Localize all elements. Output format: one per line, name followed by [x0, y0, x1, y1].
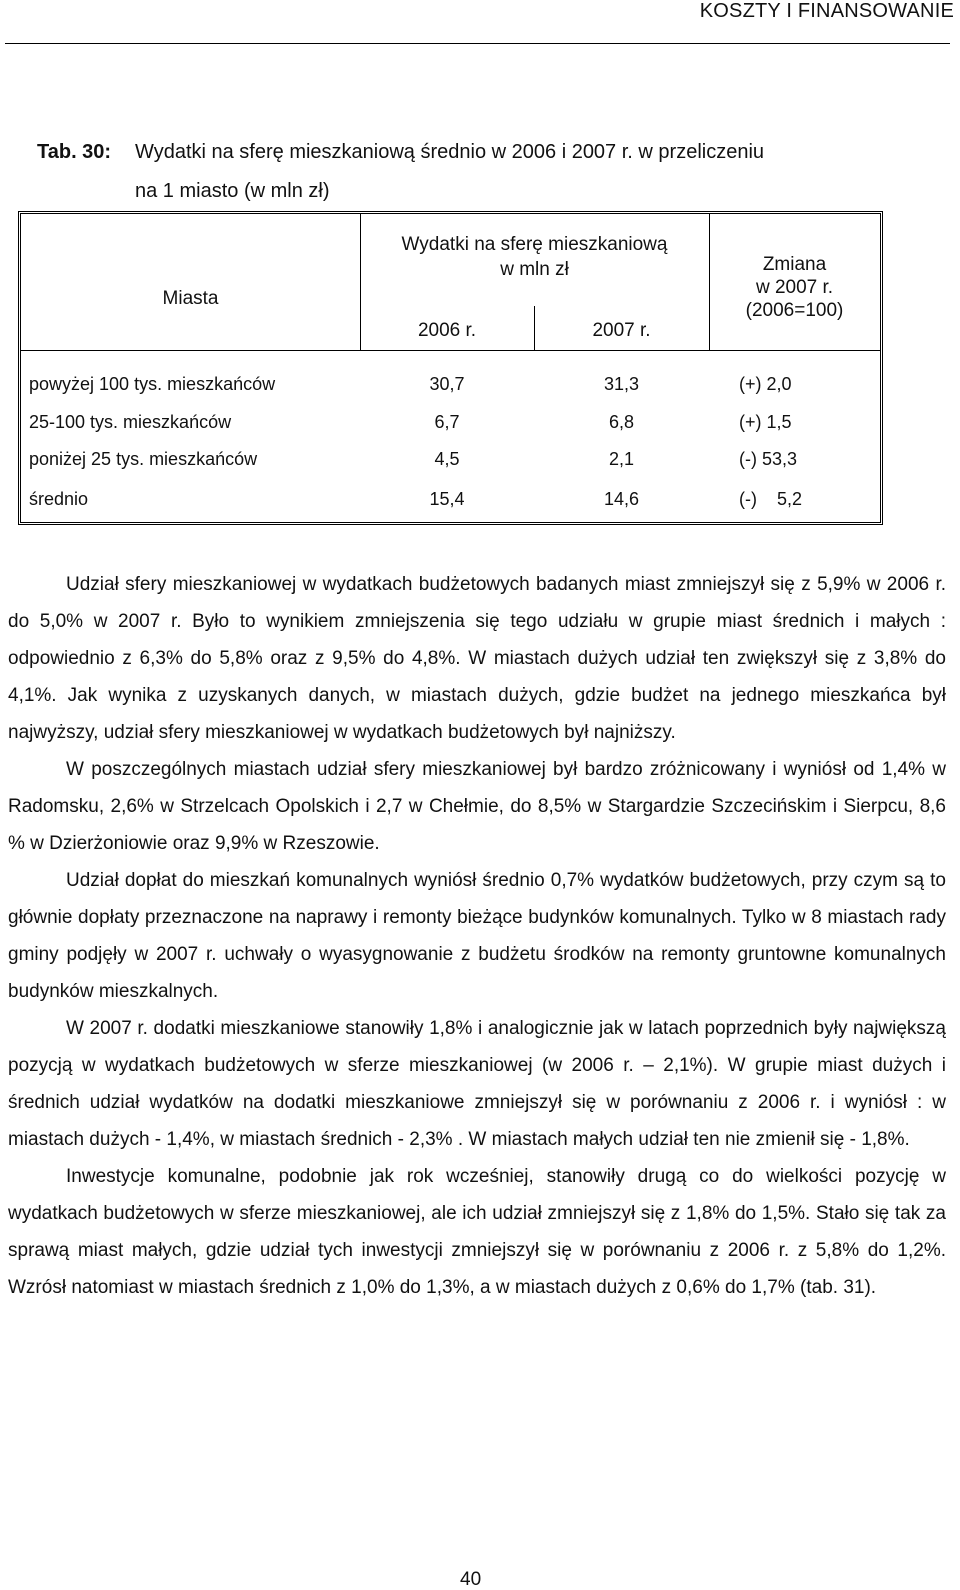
column-header-change-line1: Zmiana	[762, 254, 827, 275]
table-cell-change: (-) 53,3	[739, 449, 798, 469]
table-row-city: średnio	[29, 489, 89, 509]
table-row-city: 25-100 tys. mieszkańców	[29, 412, 232, 432]
data-table	[18, 211, 883, 525]
table-cell-change: (-) 5,2	[739, 489, 803, 509]
table-cell-change: (+) 1,5	[739, 412, 792, 432]
paragraph: W poszczególnych miastach udział sfery mieszkaniowej był bardzo zróżnicowany i wyniósł od 1,4% w Radomsku, 2,6% w Strzelcach Opolskich i 2,7 w Chełmie, do 8,5% w Stargardzie Szczecińskim i Sierpcu, 8,6 % w Dzierżoniowie oraz 9,9% w Rzeszowie.	[8, 759, 946, 854]
table-cell-2007: 14,6	[603, 489, 640, 509]
table-cell-2007: 2,1	[608, 449, 635, 469]
table-cell-2007: 31,3	[603, 374, 640, 394]
table-cell-2006: 15,4	[429, 489, 465, 509]
table-cell-2006: 4,5	[434, 449, 460, 469]
table-caption	[37, 133, 764, 211]
caption-title-line1: Wydatki na sferę mieszkaniową średnio w 2006 i 2007 r. w przeliczeniu	[135, 141, 765, 163]
column-header-change-line3: (2006=100)	[745, 300, 844, 321]
table-row-city: poniżej 25 tys. mieszkańców	[29, 449, 258, 469]
paragraph: Udział dopłat do mieszkań komunalnych wyniósł średnio 0,7% wydatków budżetowych, przy czym są to głównie dopłaty przeznaczone na naprawy i remonty bieżące budynków komunalnych. Tylko w 8 miastach rady gminy podjęły w 2007 r. uchwały o wyasygnowanie z budżetu środków na remonty gruntowne komunalnych budynków mieszkalnych.	[8, 870, 946, 1002]
table-row-city: powyżej 100 tys. mieszkańców	[29, 374, 276, 394]
page-number: 40	[460, 1569, 482, 1590]
table-cell-change: (+) 2,0	[739, 374, 792, 394]
caption-title-line2: na 1 miasto (w mln zł)	[135, 180, 330, 202]
column-header-change-line2: w 2007 r.	[755, 277, 834, 298]
running-header: KOSZTY I FINANSOWANIE	[699, 0, 954, 22]
column-header-expenditure-line2: w mln zł	[500, 259, 569, 280]
paragraph: Udział sfery mieszkaniowej w wydatkach budżetowych badanych miast zmniejszył się z 5,9% w 2006 r. do 5,0% w 2007 r. Było to wynikiem zmniejszenia się tego udziału w grupie miast średnich i małych : odpowiednio z 6,3% do 5,8% oraz z 9,5% do 4,8%. W miastach dużych udział ten zwiększył się z 3,8% do 4,1%. Jak wynika z uzyskanych danych, w miastach dużych, gdzie budżet na jednego mieszkańca był najwyższy, udział sfery mieszkaniowej w wydatkach budżetowych był najniższy.	[8, 574, 946, 743]
column-header-expenditure-line1: Wydatki na sferę mieszkaniową	[401, 234, 668, 255]
column-header-2006: 2006 r.	[417, 320, 477, 341]
table-cell-2007: 6,8	[608, 412, 635, 432]
column-header-city: Miasta	[162, 288, 219, 309]
paragraph: W 2007 r. dodatki mieszkaniowe stanowiły 1,8% i analogicznie jak w latach poprzednich były największą pozycją w wydatkach budżetowych w sferze mieszkaniowej (w 2006 r. – 2,1%). W grupie miast dużych i średnich udział wydatków na dodatki mieszkaniowe zmniejszył się w porównaniu z 2006 r. i wyniósł : w miastach dużych - 1,4%, w miastach średnich - 2,3% . W miastach małych udział ten nie zmienił się - 1,8%.	[8, 1018, 946, 1150]
table-cell-2006: 6,7	[434, 412, 460, 432]
column-header-2007: 2007 r.	[592, 320, 651, 341]
paragraph: Inwestycje komunalne, podobnie jak rok wcześniej, stanowiły drugą co do wielkości pozycję w wydatkach budżetowych w sferze mieszkaniowej, ale ich udział zmniejszył się z 1,8% do 1,5%. Stało się tak za sprawą miast małych, gdzie udział tych inwestycji zmniejszył się w porównaniu z 2006 r. z 5,8% do 1,2%. Wzrósł natomiast w miastach średnich z 1,0% do 1,3%, a w miastach dużych z 0,6% do 1,7% (tab. 31).	[8, 1166, 946, 1298]
table-divider	[21, 350, 880, 351]
body-text	[8, 566, 946, 1306]
header-divider	[5, 43, 950, 44]
table-cell-2006: 30,7	[429, 374, 465, 394]
caption-label: Tab. 30:	[37, 141, 112, 163]
